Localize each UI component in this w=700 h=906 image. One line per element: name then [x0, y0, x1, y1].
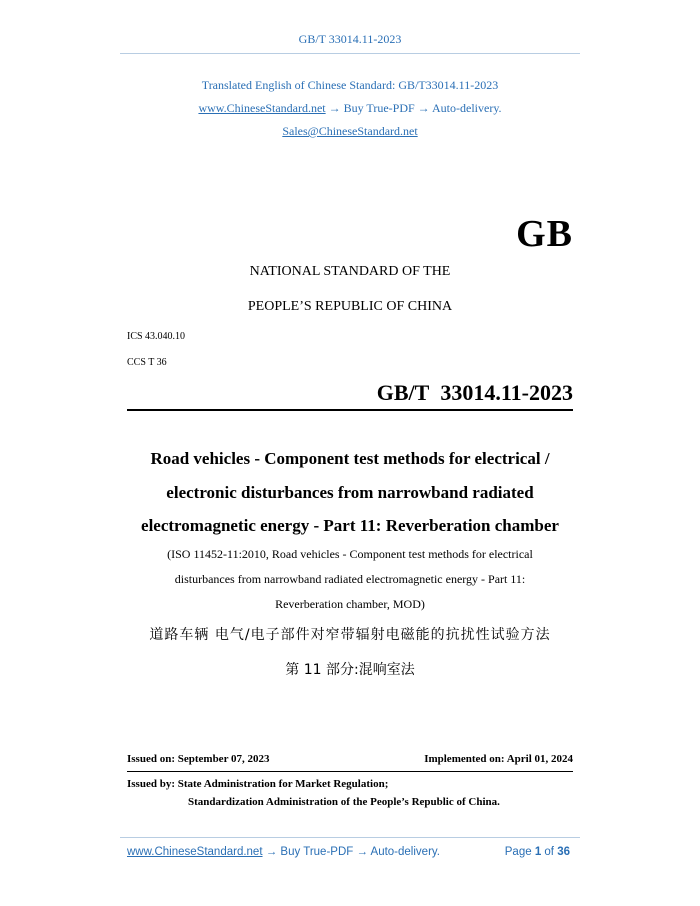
page-label: Page [504, 846, 535, 858]
translation-notice: Translated English of Chinese Standard: GB/T33014.11-2023 [201, 78, 499, 92]
ccs-code: CCS T 36 [127, 357, 167, 368]
footer-site-line [127, 846, 440, 858]
issued-by-line-2: Standardization Administration of the People’s Republic of China. [188, 796, 500, 808]
iso-reference-line-1: (ISO 11452-11:2010, Road vehicles - Component test methods for electrical [167, 547, 533, 561]
gb-logo: GB [516, 213, 573, 255]
iso-reference-line-3: Reverberation chamber, MOD) [275, 597, 425, 611]
page-number: 1 [534, 846, 542, 858]
header-divider [120, 53, 580, 54]
total-pages: 36 [557, 846, 570, 858]
standard-number: GB/T 33014.11-2023 [376, 380, 573, 405]
national-standard-line-1: NATIONAL STANDARD OF THE [249, 264, 451, 279]
header-title: GB/T 33014.11-2023 [298, 32, 402, 46]
issue-date-rule [127, 771, 573, 772]
issued-on-date: Issued on: September 07, 2023 [127, 753, 270, 765]
chinese-title-line-2: 第 11 部分:混响室法 [285, 662, 415, 678]
of-label: of [541, 846, 558, 858]
footer-site-link[interactable]: www.ChineseStandard.net [127, 846, 263, 858]
page-indicator [505, 846, 570, 858]
document-title-line-3: electromagnetic energy - Part 11: Reverberation chamber [141, 516, 559, 535]
national-standard-line-2: PEOPLE’S REPUBLIC OF CHINA [247, 299, 453, 314]
implemented-on-date: Implemented on: April 01, 2024 [424, 753, 573, 765]
issued-by-line-1: Issued by: State Administration for Market Regulation; [127, 778, 389, 790]
document-title-line-1: Road vehicles - Component test methods for electrical / [150, 449, 550, 468]
chinese-title-line-1: 道路车辆 电气/电子部件对窄带辐射电磁能的抗扰性试验方法 [149, 627, 551, 643]
standard-number-rule [127, 409, 573, 411]
banner-email-link[interactable]: Sales@ChineseStandard.net [282, 124, 418, 138]
banner-site-link[interactable]: www.ChineseStandard.net [198, 101, 326, 115]
document-title-line-2: electronic disturbances from narrowband radiated [166, 483, 534, 502]
banner-site-tail: → Buy True-PDF → Auto-delivery. [325, 101, 502, 115]
iso-reference-line-2: disturbances from narrowband radiated electromagnetic energy - Part 11: [174, 572, 526, 586]
banner-site-line [0, 101, 700, 116]
footer-divider [120, 837, 580, 838]
ics-code: ICS 43.040.10 [127, 331, 186, 342]
footer-site-tail: → Buy True-PDF → Auto-delivery. [262, 846, 440, 858]
